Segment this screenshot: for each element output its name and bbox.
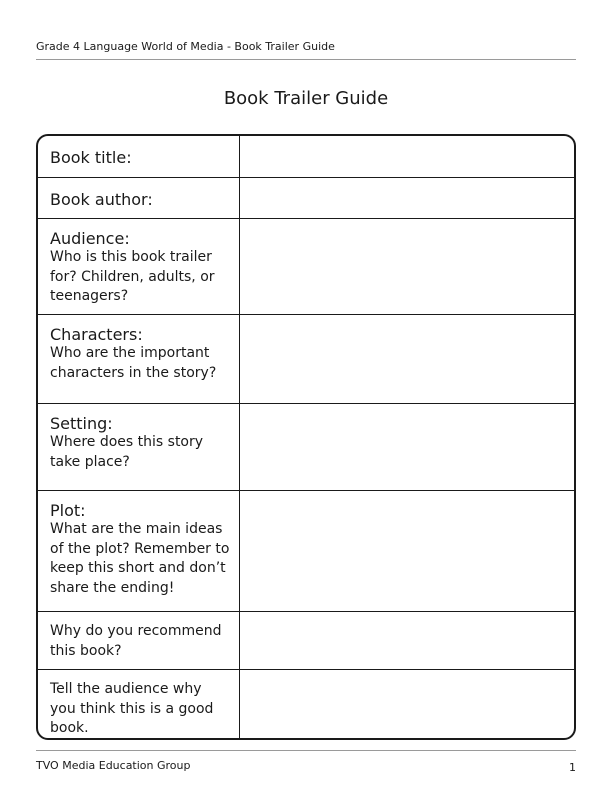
label-cell — [38, 404, 240, 490]
row-plot — [38, 491, 574, 612]
page-number: 1 — [569, 761, 576, 774]
label-cell — [38, 178, 240, 218]
row-heading: Audience: — [50, 229, 130, 248]
row-book-author — [38, 178, 574, 219]
label-cell — [38, 670, 240, 738]
setting-answer[interactable] — [240, 404, 574, 490]
row-heading: Book title: — [50, 148, 132, 167]
page-title: Book Trailer Guide — [223, 88, 389, 109]
row-recommend — [38, 612, 574, 670]
label-cell — [38, 491, 240, 611]
label-cell — [38, 315, 240, 403]
row-audience — [38, 219, 574, 315]
plot-answer[interactable] — [240, 491, 574, 611]
row-description: Who are the important characters in the story? — [50, 345, 217, 381]
row-book-title — [38, 136, 574, 178]
footer-divider — [36, 750, 576, 751]
row-description: Tell the audience why you think this is a good book. — [50, 681, 214, 736]
row-description: What are the main ideas of the plot? Remember to keep this short and don’t share the ending! — [50, 521, 230, 596]
page-footer: TVO Media Education Group — [36, 759, 191, 772]
row-description: Who is this book trailer for? Children, adults, or teenagers? — [50, 249, 215, 304]
row-characters — [38, 315, 574, 404]
row-good-book — [38, 670, 574, 738]
good-book-answer[interactable] — [240, 670, 574, 738]
book-trailer-table — [36, 134, 576, 740]
label-cell — [38, 136, 240, 177]
row-heading: Setting: — [50, 414, 113, 433]
row-description: Why do you recommend this book? — [50, 623, 222, 659]
label-cell — [38, 219, 240, 314]
row-heading: Plot: — [50, 501, 86, 520]
page-header: Grade 4 Language World of Media - Book Trailer Guide — [36, 40, 335, 53]
recommend-answer[interactable] — [240, 612, 574, 669]
row-heading: Book author: — [50, 190, 153, 209]
audience-answer[interactable] — [240, 219, 574, 314]
characters-answer[interactable] — [240, 315, 574, 403]
row-setting — [38, 404, 574, 491]
label-cell — [38, 612, 240, 669]
book-author-answer[interactable] — [240, 178, 574, 218]
book-title-answer[interactable] — [240, 136, 574, 177]
header-divider — [36, 59, 576, 60]
row-description: Where does this story take place? — [50, 434, 204, 470]
row-heading: Characters: — [50, 325, 143, 344]
